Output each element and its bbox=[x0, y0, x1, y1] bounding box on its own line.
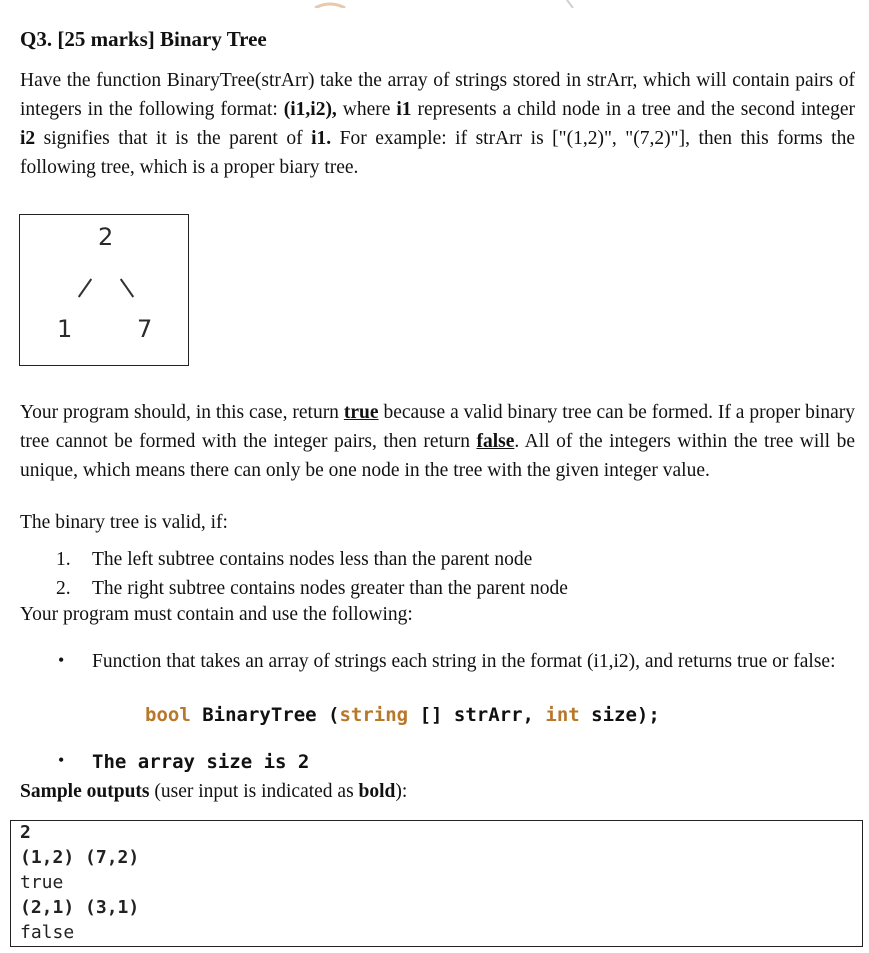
output-line-input: (2,1) (3,1) bbox=[20, 897, 140, 918]
validity-intro: The binary tree is valid, if: bbox=[20, 512, 228, 533]
false-keyword: false bbox=[476, 431, 515, 452]
output-line-result: true bbox=[20, 872, 64, 893]
tree-left-edge bbox=[78, 278, 92, 297]
tree-right-edge bbox=[120, 278, 134, 297]
requirements-intro: Your program must contain and use the following: bbox=[20, 604, 413, 625]
tree-right-node: 7 bbox=[137, 315, 153, 343]
cropped-header-mark bbox=[305, 0, 585, 8]
tree-left-node: 1 bbox=[57, 315, 73, 343]
bullet-icon: • bbox=[58, 750, 65, 770]
conditions-list bbox=[20, 545, 568, 603]
intro-paragraph: Have the function BinaryTree(strArr) take the array of strings stored in strArr, which will contain pairs of integers in the following format: (i1,i2), where i1 represents a child node in a tree and the second integer i2 signifies that it is the parent of i1. For example: if strArr is ["(1,2)", "(7,2)"], then this forms the following tree, which is a proper biary tree. bbox=[20, 70, 855, 178]
true-keyword: true bbox=[343, 402, 379, 423]
tree-root-node: 2 bbox=[98, 223, 114, 251]
result-paragraph: Your program should, in this case, return true because a valid binary tree can be formed. If a proper binary tree cannot be formed with the integer pairs, then return false. All of the integers within the tree will be unique, which means there can only be one node in the tree with the given integer value. bbox=[20, 402, 855, 481]
output-line-input: (1,2) (7,2) bbox=[20, 847, 140, 868]
question-heading: Q3. [25 marks] Binary Tree bbox=[20, 27, 267, 51]
sample-outputs-label: Sample outputs (user input is indicated as bold): bbox=[20, 781, 408, 802]
list-item: 2. The right subtree contains nodes greater than the parent node bbox=[56, 578, 568, 599]
bullet-icon: • bbox=[58, 650, 65, 670]
requirement-array-size: The array size is 2 bbox=[92, 751, 310, 773]
function-signature: bool BinaryTree (string [] strArr, int size); bbox=[145, 704, 660, 726]
list-item: 1. The left subtree contains nodes less than the parent node bbox=[56, 549, 533, 570]
sample-output-box bbox=[10, 820, 863, 947]
output-line-result: false bbox=[20, 922, 75, 943]
requirement-function: Function that takes an array of strings each string in the format (i1,i2), and returns true or false: bbox=[92, 651, 836, 672]
output-line-input: 2 bbox=[20, 822, 31, 843]
tree-diagram bbox=[19, 214, 189, 366]
